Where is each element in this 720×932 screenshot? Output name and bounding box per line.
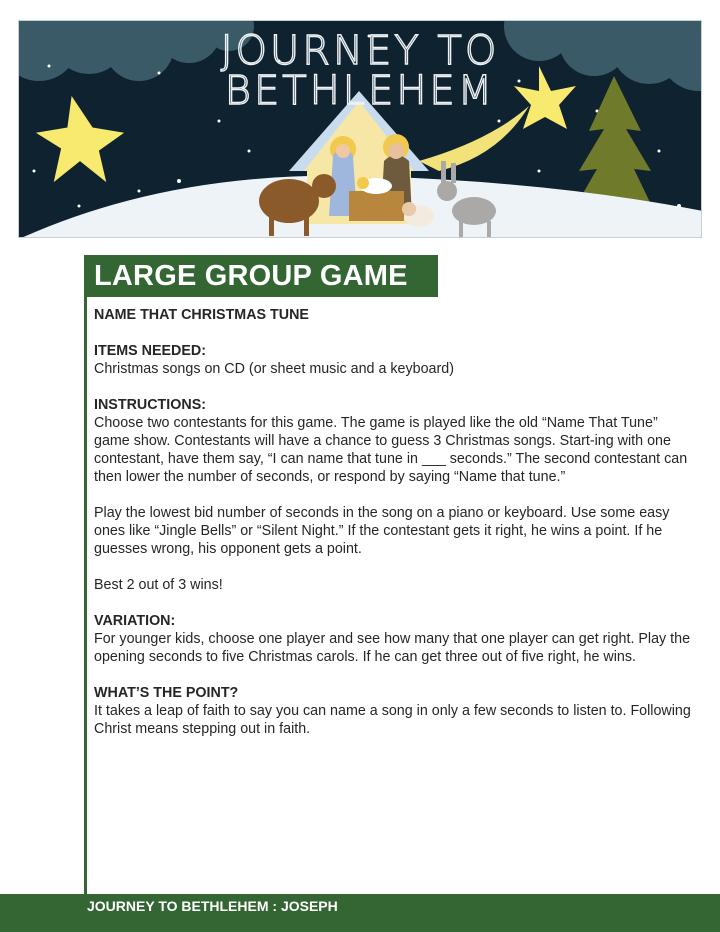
instructions-paragraph: Play the lowest bid number of seconds in the song on a piano or keyboard. Use some easy ones like “Jingle Bells” or “Silent Night.” If the contestant gets it right, he wins a point. If he guesses wrong, his opponent gets a point. — [94, 505, 670, 557]
items-needed-label: ITEMS NEEDED: — [94, 343, 207, 359]
banner-image — [18, 20, 702, 238]
footer-text: JOURNEY TO BETHLEHEM : JOSEPH — [87, 898, 338, 914]
point-text: It takes a leap of faith to say you can name a song in only a few seconds to listen to. Following Christ means stepping out in faith. — [94, 703, 691, 737]
items-needed-text: Christmas songs on CD (or sheet music and a keyboard) — [94, 361, 454, 377]
banner-title-line2: BETHLEHEM — [224, 68, 496, 114]
left-accent-rule — [84, 255, 87, 895]
variation-text: For younger kids, choose one player and see how many that one player can get right. Play the opening seconds to five Christmas carols. If he can get three out of five right, he wins. — [94, 631, 691, 665]
instructions-paragraph: Best 2 out of 3 wins! — [94, 577, 223, 593]
game-content — [94, 306, 694, 756]
footer-bar — [0, 894, 720, 932]
instructions-label: INSTRUCTIONS: — [94, 397, 206, 413]
game-title: NAME THAT CHRISTMAS TUNE — [94, 307, 309, 323]
variation-label: VARIATION: — [94, 613, 176, 629]
section-header: LARGE GROUP GAME — [84, 255, 438, 297]
instructions-paragraph: Choose two contestants for this game. The game is played like the old “Name That Tune” game show. Contestants will have a chance to guess 3 Christmas songs. Start-ing with one contestant, have them say, “I can name that tune in ___ seconds.” The second contestant can then lower the number of seconds, or respond by saying “Name that tune.” — [94, 415, 688, 485]
point-label: WHAT’S THE POINT? — [94, 685, 239, 701]
banner-title-line1: JOURNEY TO — [220, 28, 500, 74]
